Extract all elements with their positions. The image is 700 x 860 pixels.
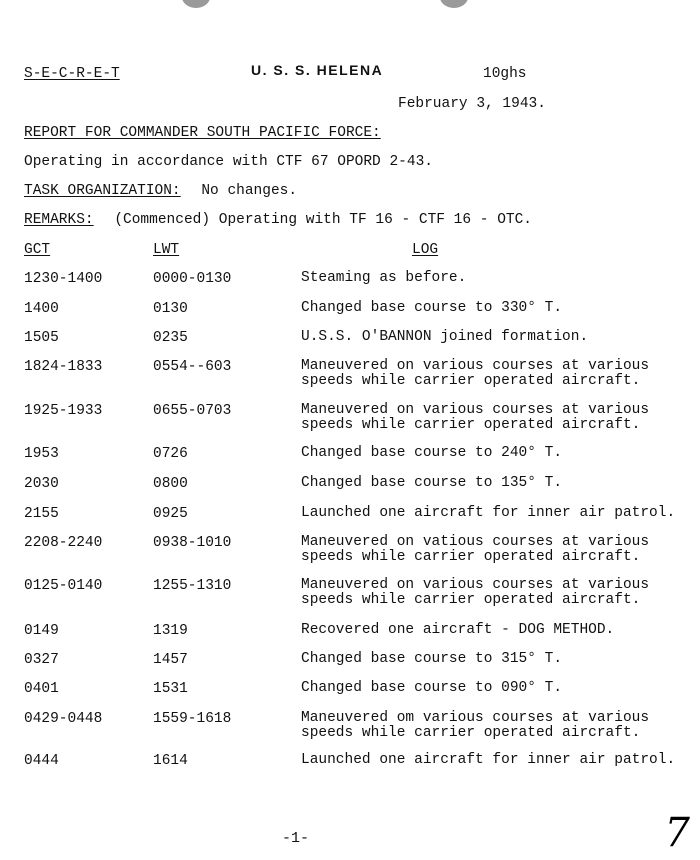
log-gct-time: 0444 [24,753,59,769]
punch-hole [182,0,210,8]
log-gct-time: 2155 [24,506,59,522]
log-text: Changed base course to 315° T. [301,651,563,667]
punch-hole [440,0,468,8]
remarks-label: REMARKS: [24,212,94,228]
log-text: Launched one aircraft for inner air patrol. [301,752,676,768]
log-text: Changed base course to 135° T. [301,475,563,491]
log-lwt-time: 1614 [153,753,188,769]
log-lwt-time: 0938-1010 [153,535,232,551]
log-gct-time: 1953 [24,446,59,462]
log-gct-time: 0327 [24,652,59,668]
log-lwt-time: 1457 [153,652,188,668]
log-text: Launched one aircraft for inner air patrol. [301,505,676,521]
log-gct-time: 2030 [24,476,59,492]
log-text: Maneuvered on various courses at various speeds while carrier operated aircraft. [301,358,650,389]
log-text: Maneuvered on vatious courses at various speeds while carrier operated aircraft. [301,534,650,565]
ship-name: U. S. S. HELENA [251,62,384,78]
column-header-log: LOG [412,242,439,258]
log-text: Maneuvered on various courses at various speeds while carrier operated aircraft. [301,402,650,433]
log-lwt-time: 0655-0703 [153,403,232,419]
log-lwt-time: 0925 [153,506,188,522]
log-text: Maneuvered om various courses at various speeds while carrier operated aircraft. [301,710,650,741]
column-header-lwt: LWT [153,242,180,258]
log-gct-time: 1824-1833 [24,359,103,375]
log-text: Maneuvered on various courses at various speeds while carrier operated aircraft. [301,577,650,608]
log-gct-time: 2208-2240 [24,535,103,551]
column-header-gct: GCT [24,242,51,258]
page-number: -1- [282,830,310,847]
log-lwt-time: 1255-1310 [153,578,232,594]
operating-line: Operating in accordance with CTF 67 OPORD 2-43. [24,154,433,170]
handwritten-mark: 7 [664,810,690,856]
log-text: U.S.S. O'BANNON joined formation. [301,329,589,345]
log-text: Recovered one aircraft - DOG METHOD. [301,622,615,638]
task-organization-line [24,183,297,199]
log-lwt-time: 0800 [153,476,188,492]
document-code: 10ghs [483,66,527,82]
log-lwt-time: 0235 [153,330,188,346]
log-text: Steaming as before. [301,270,467,286]
log-lwt-time: 1531 [153,681,188,697]
log-gct-time: 1505 [24,330,59,346]
log-lwt-time: 1559-1618 [153,711,232,727]
log-gct-time: 0149 [24,623,59,639]
log-gct-time: 1400 [24,301,59,317]
log-gct-time: 1230-1400 [24,271,103,287]
task-organization-value: No changes. [201,183,298,199]
report-title: REPORT FOR COMMANDER SOUTH PACIFIC FORCE: [24,125,381,141]
log-lwt-time: 0000-0130 [153,271,232,287]
remarks-line [24,212,532,228]
report-date: February 3, 1943. [398,96,546,112]
log-lwt-time: 0726 [153,446,188,462]
log-lwt-time: 0130 [153,301,188,317]
log-text: Changed base course to 330° T. [301,300,563,316]
log-gct-time: 0429-0448 [24,711,103,727]
log-text: Changed base course to 240° T. [301,445,563,461]
log-gct-time: 0401 [24,681,59,697]
log-gct-time: 1925-1933 [24,403,103,419]
log-lwt-time: 1319 [153,623,188,639]
task-organization-label: TASK ORGANIZATION: [24,183,181,199]
remarks-value: (Commenced) Operating with TF 16 - CTF 16 - OTC. [114,212,532,228]
log-gct-time: 0125-0140 [24,578,103,594]
log-lwt-time: 0554--603 [153,359,232,375]
classification-label: S-E-C-R-E-T [24,66,120,82]
log-text: Changed base course to 090° T. [301,680,563,696]
